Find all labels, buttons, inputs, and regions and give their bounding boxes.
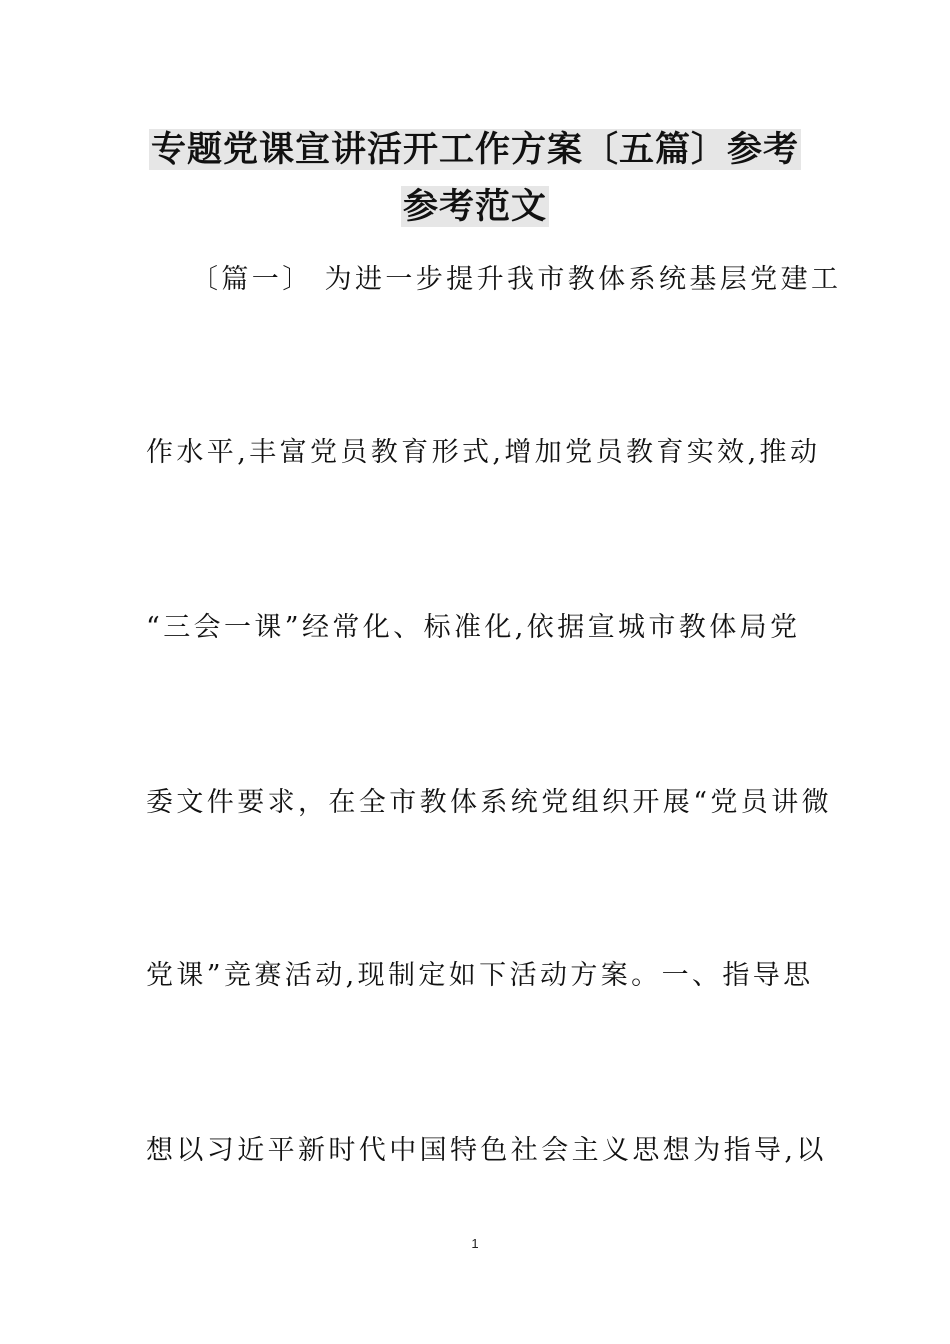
title-text-2: 参考范文 — [402, 186, 547, 227]
body-line-6: 想以习近平新时代中国特色社会主义思想为指导,以 — [146, 1135, 827, 1166]
body-line-4: 委文件要求，在全市教体系统党组织开展“党员讲微 — [146, 787, 833, 818]
document-title-line-1 — [0, 127, 950, 173]
document-title-line-2 — [0, 184, 950, 230]
body-line-3: “三会一课”经常化、标准化,依据宣城市教体局党 — [146, 612, 801, 643]
body-line-5: 党课”竞赛活动,现制定如下活动方案。一、指导思 — [146, 960, 814, 991]
page-number: 1 — [471, 1236, 479, 1251]
body-line-2: 作水平,丰富党员教育形式,增加党员教育实效,推动 — [146, 437, 821, 468]
title-text-1: 专题党课宣讲活开工作方案〔五篇〕参考 — [150, 129, 799, 170]
body-line-1: 〔篇一〕 为进一步提升我市教体系统基层党建工 — [191, 264, 842, 295]
